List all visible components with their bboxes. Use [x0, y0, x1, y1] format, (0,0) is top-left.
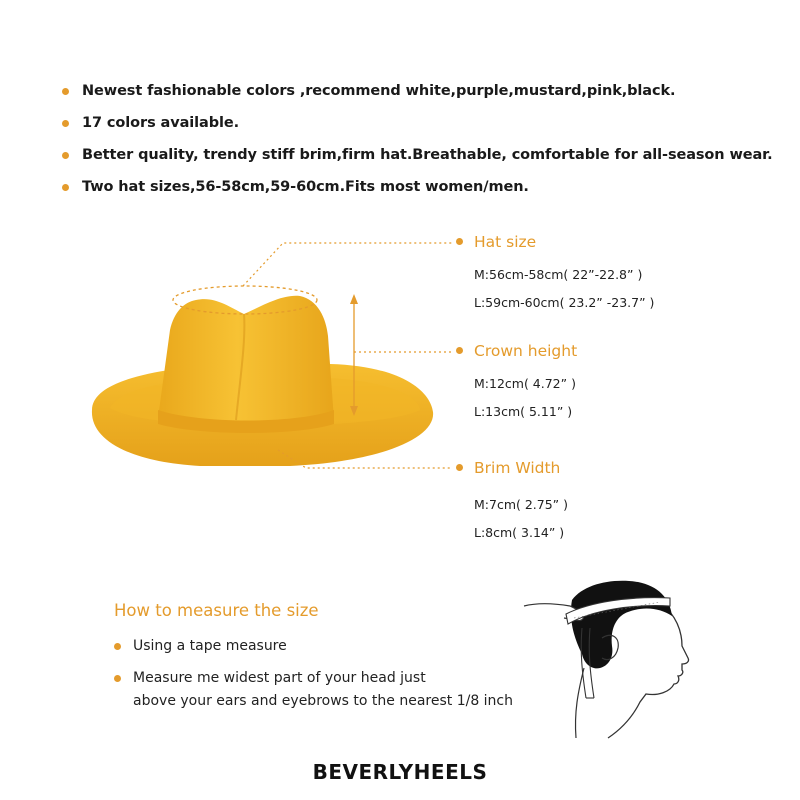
bullet-icon [456, 464, 463, 471]
hat-crown [158, 296, 334, 429]
measure-title: How to measure the size [114, 601, 319, 620]
spec-hat-size [456, 232, 654, 311]
feature-item: Two hat sizes,56-58cm,59-60cm.Fits most women/men. [62, 178, 782, 210]
spec-title-brim-width: Brim Width [474, 459, 561, 477]
feature-item: Better quality, trendy stiff brim,firm hat.Breathable, comfortable for all-season wear. [62, 146, 782, 178]
spec-value-l: L:8cm( 3.14” ) [474, 525, 565, 540]
bullet-icon [456, 238, 463, 245]
spec-value-l: L:59cm-60cm( 23.2” -23.7” ) [474, 295, 655, 310]
measure-step: Using a tape measure [114, 635, 287, 658]
spec-title-crown-height: Crown height [474, 342, 578, 360]
spec-value-l: L:13cm( 5.11” ) [474, 404, 573, 419]
brand-logo-text: BEVERLYHEELS [312, 760, 488, 784]
spec-brim-width [456, 458, 568, 541]
bullet-icon [114, 675, 121, 682]
hair [571, 581, 672, 669]
spec-title-hat-size: Hat size [474, 233, 537, 251]
spec-value-m: M:12cm( 4.72” ) [474, 376, 576, 391]
bullet-icon [456, 347, 463, 354]
bullet-icon [114, 643, 121, 650]
spec-value-m: M:7cm( 2.75” ) [474, 497, 569, 512]
feature-item: 17 colors available. [62, 114, 782, 146]
head-measure-illustration [520, 572, 700, 742]
spec-value-m: M:56cm-58cm( 22”-22.8” ) [474, 267, 643, 282]
measure-step: Measure me widest part of your head just above your ears and eyebrows to the nearest 1/8 inch [114, 667, 513, 713]
spec-crown-height [456, 341, 577, 420]
feature-item: Newest fashionable colors ,recommend white,purple,mustard,pink,black. [62, 82, 782, 114]
